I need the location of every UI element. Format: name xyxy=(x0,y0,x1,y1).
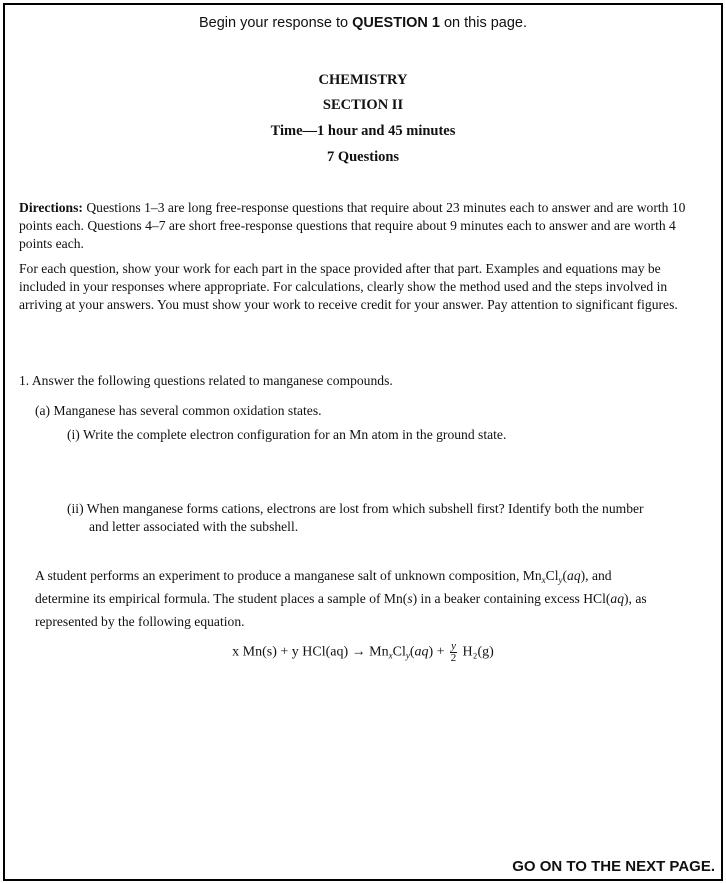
experiment-line-1: A student performs an experiment to produce a manganese salt of unknown composition, $Mn_xCl_y(aq)$, and xyxy=(35,568,612,585)
directions-text: Questions 1–3 are long free-response questions that require about 23 minutes each to answer and are worth 10 points each. Questions 4–7 are short free-response questions that require about 9 minutes each to answer and are worth 4 points each. xyxy=(19,200,686,251)
fraction-numerator: y xyxy=(451,640,456,652)
banner-prefix: Begin your response to xyxy=(198,15,353,31)
experiment-text-2: determine its empirical formula. The student places a sample of Mn( xyxy=(35,591,408,606)
directions-paragraph xyxy=(19,199,695,253)
equation-gas-product: H₂(g) xyxy=(462,644,494,660)
experiment-text-2-mid: ) in a beaker containing excess HCl( xyxy=(412,591,611,606)
question-1-intro: 1. Answer the following questions related to manganese compounds. xyxy=(19,373,393,388)
equation-fraction xyxy=(450,641,457,664)
banner-suffix: on this page. xyxy=(439,15,528,31)
directions-label: Directions: xyxy=(19,200,83,215)
question-count-heading: 7 Questions xyxy=(326,149,400,165)
part-a-prompt: (a) Manganese has several common oxidation states. xyxy=(35,403,322,418)
equation-lhs: x Mn(s) + y HCl(aq) → Mn xyxy=(232,644,389,660)
subject-heading: CHEMISTRY xyxy=(318,72,408,88)
next-page-footer: GO ON TO THE NEXT PAGE. xyxy=(512,858,715,875)
experiment-text-1-end: , and xyxy=(585,568,612,583)
part-a-ii-prompt-line2: and letter associated with the subshell. xyxy=(89,519,299,534)
experiment-text-2-end: ), as xyxy=(624,591,647,606)
experiment-text-1: A student performs an experiment to produce a manganese salt of unknown composition, Mn xyxy=(35,568,542,583)
section-heading: SECTION II xyxy=(322,97,404,113)
part-a-ii-prompt-line1: (ii) When manganese forms cations, electrons are lost from which subshell first? Identify both the number xyxy=(67,501,644,516)
experiment-line-3: represented by the following equation. xyxy=(35,614,245,629)
question-banner xyxy=(5,15,721,31)
exam-page xyxy=(3,3,723,881)
reaction-equation: x Mn(s) + y $HCl(aq) \to Mn_xCl_y(aq)$ + $\frac{y}{2}$ H₂(g) xyxy=(232,640,494,664)
instructions-paragraph: For each question, show your work for each part in the space provided after that part. Examples and equations may be included in your responses where appropriate. For calculations, clearly show the method used and the steps involved in arriving at your answers. You must show your work to receive credit for your answer. Pay attention to significant figures. xyxy=(19,261,678,312)
experiment-line-2: determine its empirical formula. The student places a sample of Mn(s) in a beaker containing excess HCl(aq), as xyxy=(35,591,647,606)
banner-question-label: QUESTION 1 xyxy=(352,15,440,31)
fraction-denominator: 2 xyxy=(450,652,457,664)
part-a-i-prompt: (i) Write the complete electron configuration for an Mn atom in the ground state. xyxy=(67,427,507,442)
time-heading: Time—1 hour and 45 minutes xyxy=(270,123,456,139)
